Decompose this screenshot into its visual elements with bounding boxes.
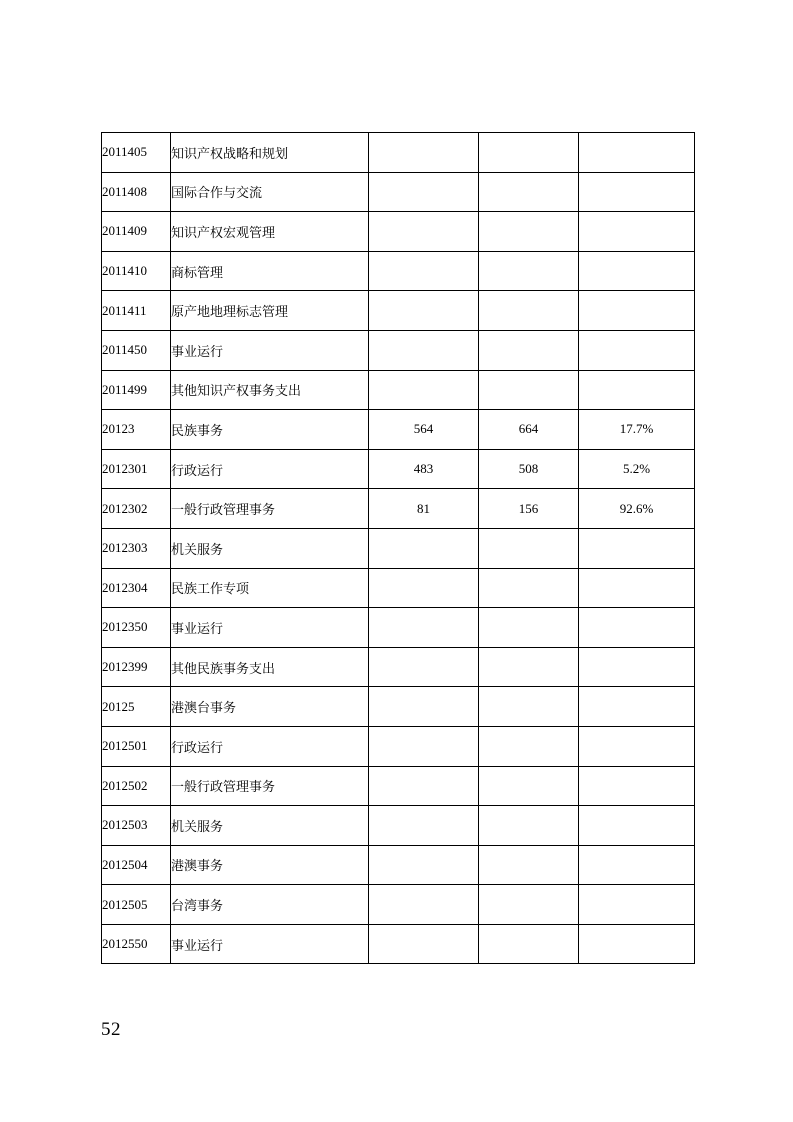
actual-value-cell <box>479 766 579 806</box>
budget-value-cell: 564 <box>369 410 479 450</box>
account-code-cell: 20125 <box>102 687 171 727</box>
budget-value-cell <box>369 251 479 291</box>
change-rate-cell <box>579 924 695 964</box>
change-rate-cell <box>579 528 695 568</box>
budget-table-body <box>102 133 695 964</box>
account-code-cell: 2012501 <box>102 726 171 766</box>
account-code-cell: 2012502 <box>102 766 171 806</box>
table-row <box>102 568 695 608</box>
change-rate-cell <box>579 133 695 173</box>
account-code-cell: 2012302 <box>102 489 171 529</box>
change-rate-cell: 5.2% <box>579 449 695 489</box>
table-row <box>102 647 695 687</box>
account-name-cell: 事业运行 <box>171 330 369 370</box>
budget-value-cell <box>369 330 479 370</box>
account-name-cell: 事业运行 <box>171 608 369 648</box>
table-row <box>102 133 695 173</box>
budget-value-cell <box>369 528 479 568</box>
actual-value-cell <box>479 687 579 727</box>
table-row <box>102 924 695 964</box>
table-row <box>102 806 695 846</box>
table-row <box>102 766 695 806</box>
account-name-cell: 港澳台事务 <box>171 687 369 727</box>
change-rate-cell <box>579 885 695 925</box>
change-rate-cell <box>579 251 695 291</box>
actual-value-cell <box>479 806 579 846</box>
account-name-cell: 民族事务 <box>171 410 369 450</box>
account-name-cell: 机关服务 <box>171 806 369 846</box>
account-code-cell: 2012505 <box>102 885 171 925</box>
change-rate-cell <box>579 647 695 687</box>
account-name-cell: 行政运行 <box>171 449 369 489</box>
account-code-cell: 2012301 <box>102 449 171 489</box>
actual-value-cell <box>479 568 579 608</box>
account-name-cell: 知识产权宏观管理 <box>171 212 369 252</box>
actual-value-cell <box>479 172 579 212</box>
change-rate-cell <box>579 212 695 252</box>
account-name-cell: 机关服务 <box>171 528 369 568</box>
actual-value-cell <box>479 726 579 766</box>
actual-value-cell <box>479 924 579 964</box>
account-name-cell: 国际合作与交流 <box>171 172 369 212</box>
change-rate-cell <box>579 291 695 331</box>
change-rate-cell <box>579 172 695 212</box>
budget-value-cell <box>369 687 479 727</box>
table-row <box>102 410 695 450</box>
account-code-cell: 2011409 <box>102 212 171 252</box>
budget-value-cell <box>369 726 479 766</box>
actual-value-cell <box>479 251 579 291</box>
account-code-cell: 2011499 <box>102 370 171 410</box>
budget-value-cell <box>369 291 479 331</box>
account-code-cell: 2011410 <box>102 251 171 291</box>
page-number: 52 <box>101 1019 121 1040</box>
account-code-cell: 2011405 <box>102 133 171 173</box>
account-code-cell: 2012550 <box>102 924 171 964</box>
account-code-cell: 2011408 <box>102 172 171 212</box>
account-code-cell: 2011411 <box>102 291 171 331</box>
budget-value-cell <box>369 172 479 212</box>
account-name-cell: 其他民族事务支出 <box>171 647 369 687</box>
budget-value-cell <box>369 924 479 964</box>
budget-value-cell <box>369 568 479 608</box>
actual-value-cell: 664 <box>479 410 579 450</box>
account-name-cell: 台湾事务 <box>171 885 369 925</box>
account-code-cell: 2012304 <box>102 568 171 608</box>
budget-value-cell: 483 <box>369 449 479 489</box>
change-rate-cell <box>579 726 695 766</box>
table-row <box>102 885 695 925</box>
account-code-cell: 2012399 <box>102 647 171 687</box>
budget-value-cell <box>369 885 479 925</box>
actual-value-cell <box>479 647 579 687</box>
table-row <box>102 845 695 885</box>
actual-value-cell <box>479 845 579 885</box>
actual-value-cell <box>479 291 579 331</box>
table-row <box>102 608 695 648</box>
account-code-cell: 2012504 <box>102 845 171 885</box>
budget-value-cell <box>369 133 479 173</box>
table-row <box>102 687 695 727</box>
table-row <box>102 370 695 410</box>
account-name-cell: 原产地地理标志管理 <box>171 291 369 331</box>
actual-value-cell <box>479 370 579 410</box>
account-code-cell: 2012350 <box>102 608 171 648</box>
actual-value-cell: 508 <box>479 449 579 489</box>
account-code-cell: 2012303 <box>102 528 171 568</box>
actual-value-cell <box>479 133 579 173</box>
budget-value-cell <box>369 647 479 687</box>
budget-value-cell <box>369 608 479 648</box>
budget-value-cell: 81 <box>369 489 479 529</box>
account-name-cell: 港澳事务 <box>171 845 369 885</box>
change-rate-cell <box>579 370 695 410</box>
table-row <box>102 726 695 766</box>
change-rate-cell <box>579 330 695 370</box>
change-rate-cell <box>579 608 695 648</box>
budget-value-cell <box>369 370 479 410</box>
account-name-cell: 民族工作专项 <box>171 568 369 608</box>
account-name-cell: 商标管理 <box>171 251 369 291</box>
table-row <box>102 251 695 291</box>
account-name-cell: 其他知识产权事务支出 <box>171 370 369 410</box>
table-row <box>102 172 695 212</box>
account-name-cell: 事业运行 <box>171 924 369 964</box>
budget-table <box>101 132 695 964</box>
account-name-cell: 一般行政管理事务 <box>171 489 369 529</box>
actual-value-cell: 156 <box>479 489 579 529</box>
table-row <box>102 528 695 568</box>
budget-value-cell <box>369 845 479 885</box>
actual-value-cell <box>479 212 579 252</box>
budget-value-cell <box>369 212 479 252</box>
table-row <box>102 291 695 331</box>
table-row <box>102 330 695 370</box>
change-rate-cell: 17.7% <box>579 410 695 450</box>
account-name-cell: 知识产权战略和规划 <box>171 133 369 173</box>
table-row <box>102 449 695 489</box>
budget-value-cell <box>369 766 479 806</box>
change-rate-cell <box>579 568 695 608</box>
actual-value-cell <box>479 608 579 648</box>
table-row <box>102 212 695 252</box>
change-rate-cell <box>579 845 695 885</box>
change-rate-cell: 92.6% <box>579 489 695 529</box>
account-code-cell: 2012503 <box>102 806 171 846</box>
actual-value-cell <box>479 330 579 370</box>
change-rate-cell <box>579 806 695 846</box>
table-row <box>102 489 695 529</box>
change-rate-cell <box>579 687 695 727</box>
actual-value-cell <box>479 528 579 568</box>
account-name-cell: 一般行政管理事务 <box>171 766 369 806</box>
change-rate-cell <box>579 766 695 806</box>
account-name-cell: 行政运行 <box>171 726 369 766</box>
budget-value-cell <box>369 806 479 846</box>
actual-value-cell <box>479 885 579 925</box>
account-code-cell: 20123 <box>102 410 171 450</box>
account-code-cell: 2011450 <box>102 330 171 370</box>
